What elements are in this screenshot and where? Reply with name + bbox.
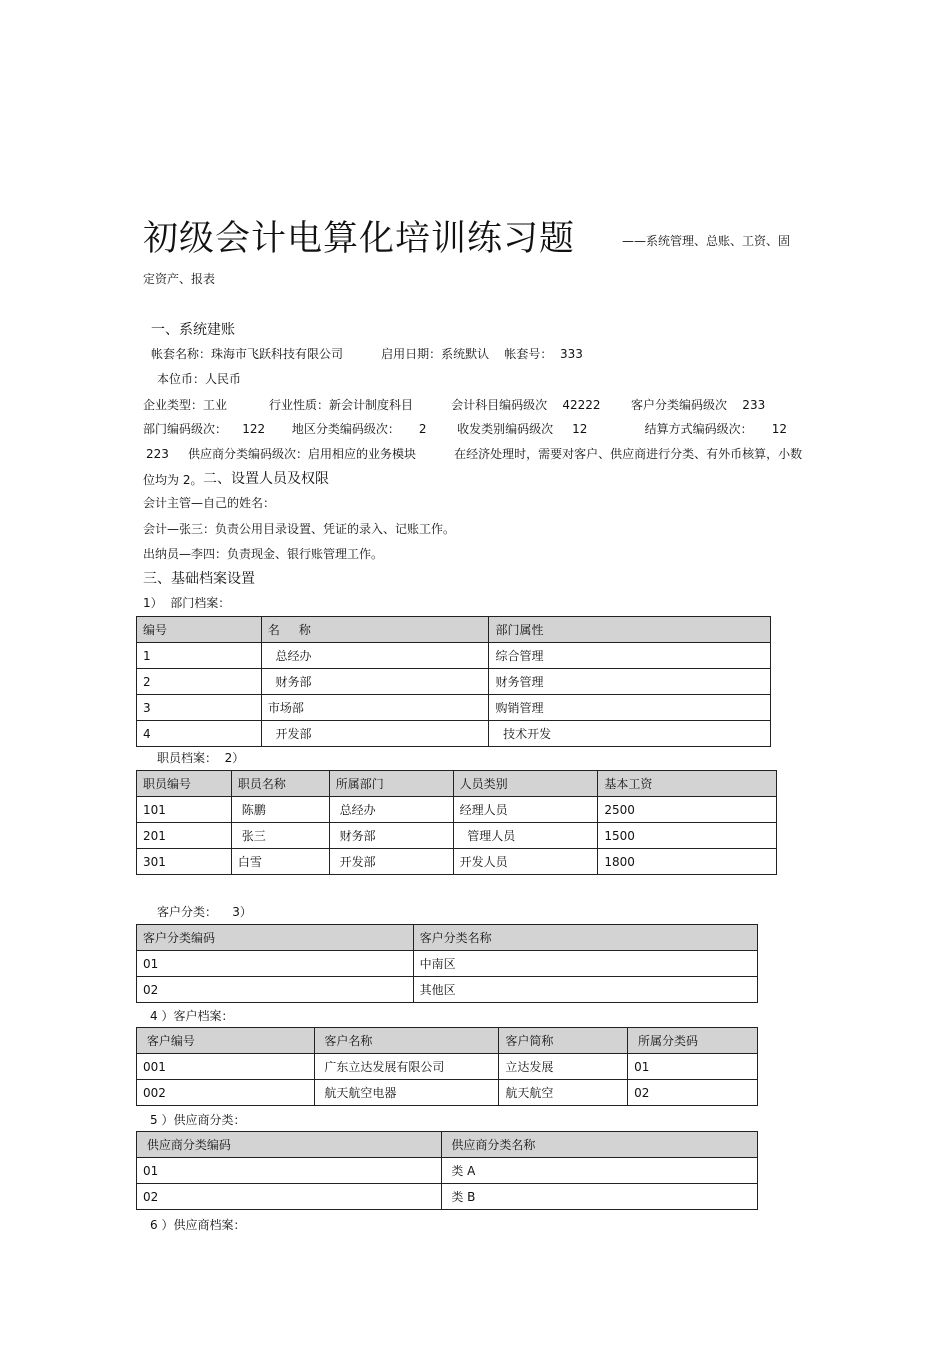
cell: 总经办 — [329, 797, 453, 823]
cell: 1 — [137, 643, 262, 669]
cell: 市场部 — [261, 695, 489, 721]
col-header: 所属部门 — [329, 771, 453, 797]
cell: 航天航空电器 — [314, 1080, 499, 1106]
col-header: 基本工资 — [598, 771, 777, 797]
col-header: 职员名称 — [231, 771, 329, 797]
table-row — [137, 1054, 758, 1080]
table-row — [137, 951, 758, 977]
sup-table-label: 6 ）供应商档案： — [150, 1218, 246, 1232]
col-header: 客户名称 — [314, 1028, 499, 1054]
custcat-table-label: 客户分类： 3） — [157, 905, 252, 919]
cell: 02 — [137, 977, 414, 1003]
table-row — [137, 849, 777, 875]
cell: 中南区 — [413, 951, 757, 977]
account-info-line-4: 部门编码级次： 122 地区分类编码级次： 2 收发类别编码级次 12 结算方式编码级次： 12 — [143, 422, 787, 436]
cell: 001 — [137, 1054, 315, 1080]
cell: 002 — [137, 1080, 315, 1106]
table-row — [137, 695, 771, 721]
table-row — [137, 721, 771, 747]
role-line-3: 出纳员—李四：负责现金、银行账管理工作。 — [143, 547, 384, 561]
col-header: 供应商分类名称 — [441, 1132, 758, 1158]
col-header: 职员编号 — [137, 771, 232, 797]
table-row — [137, 977, 758, 1003]
cell: 陈鹏 — [231, 797, 329, 823]
cell: 201 — [137, 823, 232, 849]
section-1-heading: 一、系统建账 — [151, 322, 235, 338]
cell: 航天航空 — [499, 1080, 628, 1106]
cust-table — [136, 1027, 758, 1106]
col-header: 供应商分类编码 — [137, 1132, 442, 1158]
col-header: 部门属性 — [489, 617, 771, 643]
account-info-line-5: 223 供应商分类编码级次：启用相应的业务模块 在经济处理时，需要对客户、供应商进行分类、有外币核算，小数 — [146, 447, 803, 461]
cell: 01 — [137, 1158, 442, 1184]
table-header-row — [137, 1132, 758, 1158]
account-info-line-2: 本位币：人民币 — [157, 372, 242, 386]
cell: 财务部 — [261, 669, 489, 695]
account-info-line-3: 企业类型：工业 行业性质：新会计制度科目 会计科目编码级次 42222 客户分类编码级次 233 — [143, 398, 766, 412]
cell: 经理人员 — [453, 797, 598, 823]
cell: 2500 — [598, 797, 777, 823]
col-header: 客户编号 — [137, 1028, 315, 1054]
staff-table-label: 职员档案： 2） — [157, 751, 245, 765]
cell: 开发人员 — [453, 849, 598, 875]
cell: 101 — [137, 797, 232, 823]
col-header: 人员类别 — [453, 771, 598, 797]
account-info-line-6: 位均为 2。 — [143, 473, 203, 487]
table-header-row — [137, 1028, 758, 1054]
cell: 2 — [137, 669, 262, 695]
table-row — [137, 1184, 758, 1210]
cell: 张三 — [231, 823, 329, 849]
dept-table-label: 1） 部门档案： — [143, 596, 231, 610]
custcat-table — [136, 924, 758, 1003]
cell: 类 B — [441, 1184, 758, 1210]
cell: 4 — [137, 721, 262, 747]
page-title: 初级会计电算化培训练习题 — [143, 219, 576, 259]
section-2-heading: 二、设置人员及权限 — [203, 471, 329, 487]
table-row — [137, 823, 777, 849]
cust-table-label: 4 ）客户档案： — [150, 1009, 234, 1023]
page-subtitle-cont: 定资产、报表 — [143, 272, 216, 286]
cell: 1500 — [598, 823, 777, 849]
table-row — [137, 669, 771, 695]
cell: 广东立达发展有限公司 — [314, 1054, 499, 1080]
table-header-row — [137, 617, 771, 643]
section-3-heading: 三、基础档案设置 — [143, 571, 255, 587]
cell: 财务管理 — [489, 669, 771, 695]
cell: 开发部 — [261, 721, 489, 747]
role-line-2: 会计—张三：负责公用目录设置、凭证的录入、记账工作。 — [143, 522, 456, 536]
cell: 购销管理 — [489, 695, 771, 721]
table-header-row — [137, 771, 777, 797]
cell: 301 — [137, 849, 232, 875]
supcat-table-label: 5 ）供应商分类： — [150, 1113, 246, 1127]
supcat-table — [136, 1131, 758, 1210]
col-header: 客户分类编码 — [137, 925, 414, 951]
account-info-line-1: 帐套名称：珠海市飞跃科技有限公司 启用日期：系统默认 帐套号： 333 — [151, 347, 583, 361]
table-header-row — [137, 925, 758, 951]
cell: 开发部 — [329, 849, 453, 875]
table-row — [137, 1158, 758, 1184]
cell: 总经办 — [261, 643, 489, 669]
cell: 类 A — [441, 1158, 758, 1184]
cell: 管理人员 — [453, 823, 598, 849]
cell: 01 — [137, 951, 414, 977]
cell: 技术开发 — [489, 721, 771, 747]
table-row — [137, 643, 771, 669]
role-line-1: 会计主管—自己的姓名： — [143, 496, 276, 510]
cell: 01 — [628, 1054, 758, 1080]
cell: 财务部 — [329, 823, 453, 849]
cell: 综合管理 — [489, 643, 771, 669]
cell: 3 — [137, 695, 262, 721]
col-header: 客户分类名称 — [413, 925, 757, 951]
col-header: 名 称 — [261, 617, 489, 643]
cell: 立达发展 — [499, 1054, 628, 1080]
cell: 其他区 — [413, 977, 757, 1003]
table-row — [137, 1080, 758, 1106]
col-header: 编号 — [137, 617, 262, 643]
cell: 白雪 — [231, 849, 329, 875]
cell: 02 — [628, 1080, 758, 1106]
col-header: 所属分类码 — [628, 1028, 758, 1054]
staff-table — [136, 770, 777, 875]
dept-table — [136, 616, 771, 747]
table-row — [137, 797, 777, 823]
cell: 02 — [137, 1184, 442, 1210]
cell: 1800 — [598, 849, 777, 875]
col-header: 客户简称 — [499, 1028, 628, 1054]
page-subtitle: ——系统管理、总账、工资、固 — [622, 234, 791, 248]
